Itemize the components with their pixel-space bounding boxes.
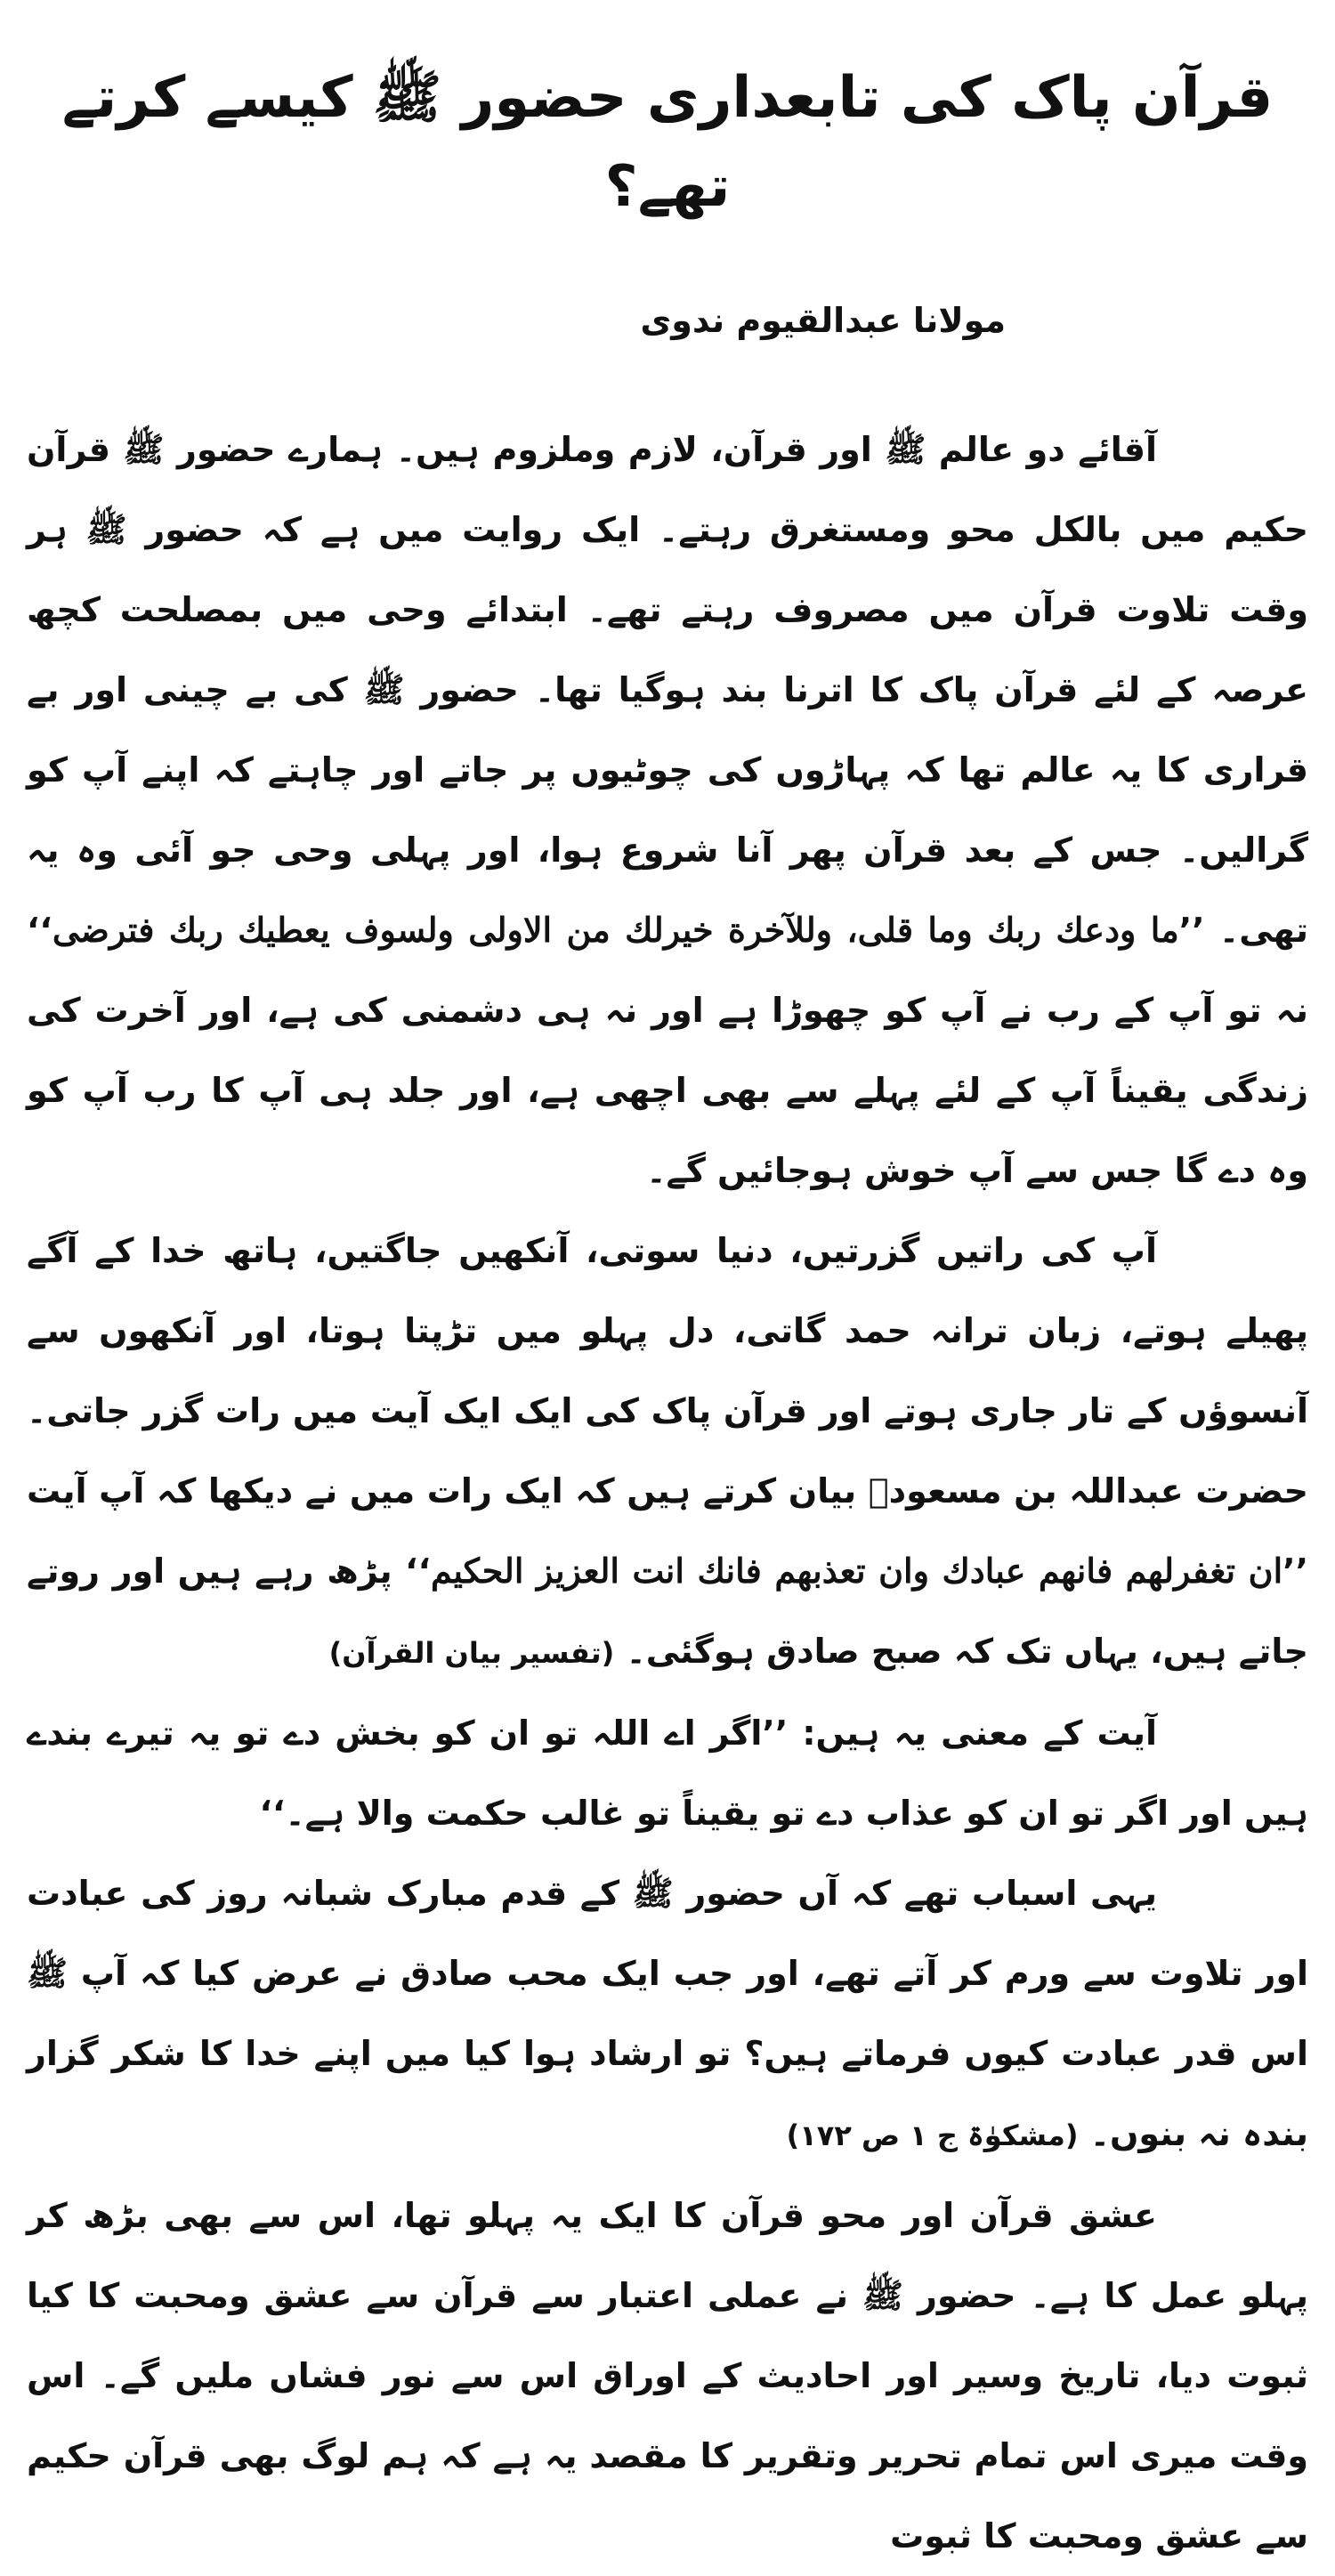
paragraph-text: ‘‘ پڑھ رہے ہیں اور روتے جاتے ہیں، یہاں تک کہ صبح صادق ہوگئی۔ bbox=[27, 1551, 1308, 1671]
paragraph-text: آقائے دو عالم ﷺ اور قرآن، لازم وملزوم ہیں۔ ہمارے حضور ﷺ قرآن حکیم میں بالکل محو ومستغرق رہتے۔ ایک روایت میں ہے کہ حضور ﷺ ہر وقت تلاوت قرآن میں مصروف رہتے تھے۔ ابتدائے وحی میں بمصلحت کچھ عرصہ کے لئے قرآن پاک کا اترنا بند ہوگیا تھا۔ حضور ﷺ کی بے چینی اور بے قراری کا یہ عالم تھا کہ پہاڑوں کی چوٹیوں پر جاتے اور چاہتے کہ اپنے آپ کو گرالیں۔ جس کے بعد قرآن پھر آنا شروع ہوا، اور پہلی وحی جو آئی وہ یہ تھی۔ ’’ bbox=[27, 430, 1308, 950]
article-title: قرآن پاک کی تابعداری حضور ﷺ کیسے کرتے تھے؟ bbox=[61, 65, 1274, 220]
paragraph-text: آیت کے معنی یہ ہیں: ’’اگر اے اللہ تو ان کو بخش دے تو یہ تیرے بندے ہیں اور اگر تو ان کو عذاب دے تو یقیناً تو غالب حکمت والا ہے۔‘‘ bbox=[27, 1713, 1308, 1833]
quranic-verse: ما ودعك ربك وما قلى، وللآخرة خيرلك من الاولى ولسوف يعطيك ربك فترضى bbox=[52, 910, 1179, 950]
paragraph-2 bbox=[27, 1211, 1308, 1693]
paragraph-3 bbox=[27, 1693, 1308, 1853]
paragraph-text: ‘‘ نہ تو آپ کے رب نے آپ کو چھوڑا ہے اور نہ ہی دشمنی کی ہے، اور آخرت کی زندگی یقیناً آپ کے لئے پہلے سے بھی اچھی ہے، اور جلد ہی آپ کا رب آپ کو وہ دے گا جس سے آپ خوش ہوجائیں گے۔ bbox=[27, 911, 1308, 1190]
article-author: مولانا عبدالقیوم ندوی bbox=[640, 301, 1006, 340]
article-body bbox=[27, 409, 1308, 2576]
paragraph-5 bbox=[27, 2175, 1308, 2576]
source-reference: (مشکوٰۃ ج ۱ ص ۱۷۲) bbox=[786, 2118, 1079, 2152]
paragraph-text: آپ کی راتیں گزرتیں، دنیا سوتی، آنکھیں جاگتیں، ہاتھ خدا کے آگے پھیلے ہوتے، زبان ترانہ حمد گاتی، دل پہلو میں تڑپتا ہوتا، اور آنکھوں سے آنسوؤں کے تار جاری ہوتے اور قرآن پاک کی ایک ایک آیت میں رات گزر جاتی۔ حضرت عبداللہ بن مسعودؓ بیان کرتے ہیں کہ ایک رات میں نے دیکھا کہ آپ آیت ’’ bbox=[27, 1231, 1309, 1591]
source-reference: (تفسیر بیان القرآن) bbox=[328, 1636, 615, 1670]
paragraph-text: یہی اسباب تھے کہ آں حضور ﷺ کے قدم مبارک شبانہ روز کی عبادت اور تلاوت سے ورم کر آتے تھے، اور جب ایک محب صادق نے عرض کیا کہ آپ ﷺ اس قدر عبادت کیوں فرماتے ہیں؟ تو ارشاد ہوا کیا میں اپنے خدا کا شکر گزار بندہ نہ بنوں۔ bbox=[27, 1874, 1308, 2153]
paragraph-1 bbox=[27, 409, 1308, 1211]
paragraph-text: عشق قرآن اور محو قرآن کا ایک یہ پہلو تھا، اس سے بھی بڑھ کر پہلو عمل کا ہے۔ حضور ﷺ نے عملی اعتبار سے قرآن سے عشق ومحبت کا کیا ثبوت دیا، تاریخ وسیر اور احادیث کے اوراق اس سے نور فشاں ملیں گے۔ اس وقت میری اس تمام تحریر وتقریر کا مقصد یہ ہے کہ ہم لوگ بھی قرآن حکیم سے عشق ومحبت کا ثبوت bbox=[27, 2196, 1308, 2556]
quranic-verse: ان تغفرلهم فانهم عبادك وان تعذبهم فانك انت العزيز الحكيم bbox=[431, 1551, 1283, 1591]
paragraph-4 bbox=[27, 1853, 1308, 2175]
